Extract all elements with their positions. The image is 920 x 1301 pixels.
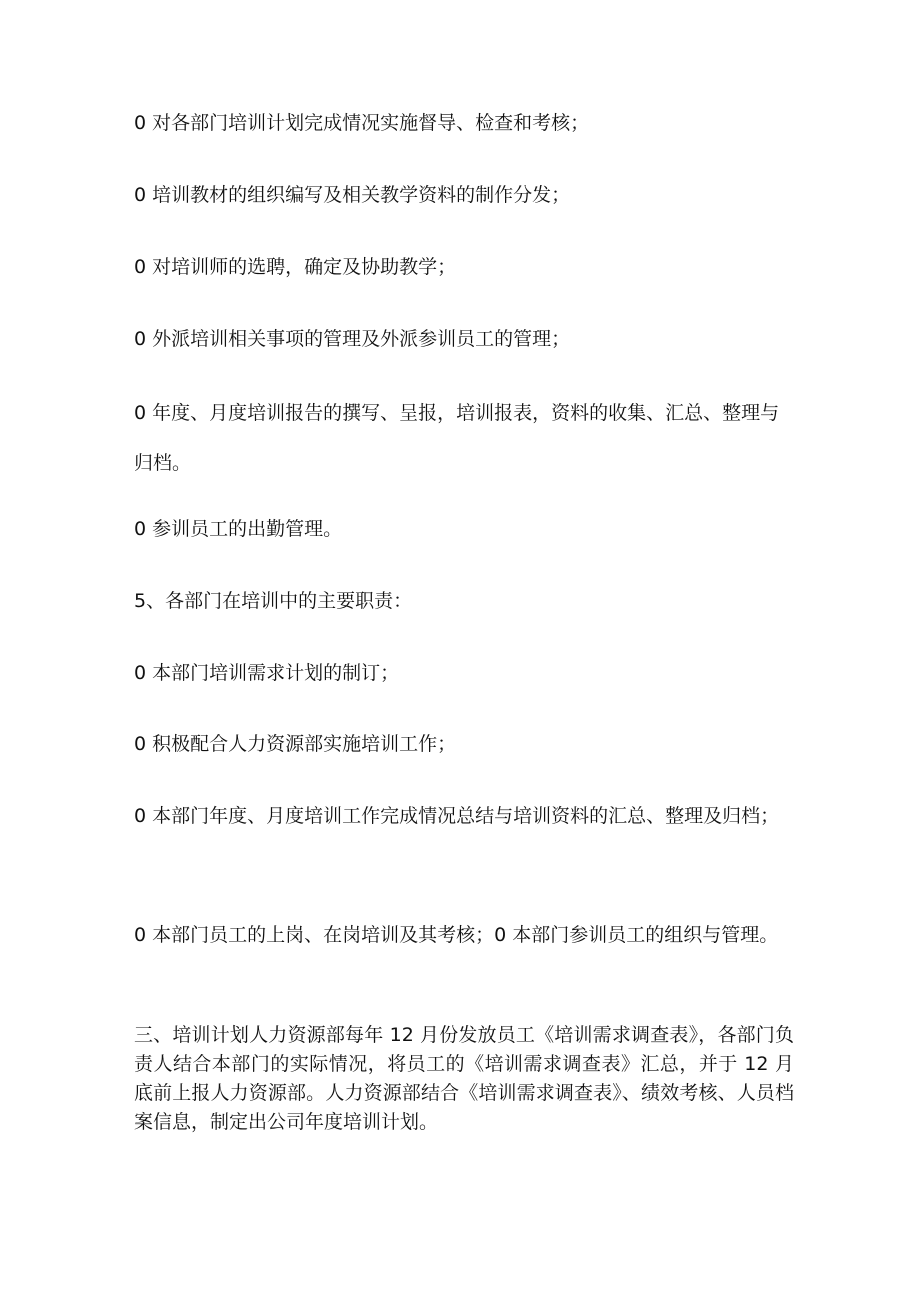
paragraph-2: 0 培训教材的组织编写及相关教学资料的制作分发； bbox=[134, 184, 571, 206]
paragraph-10: 0 本部门员工的上岗、在岗培训及其考核；0 本部门参训员工的组织与管理。 bbox=[134, 924, 779, 946]
paragraph-6: 0 参训员工的出勤管理。 bbox=[134, 518, 343, 540]
section-heading-5: 5、各部门在培训中的主要职责： bbox=[134, 590, 413, 612]
paragraph-1: 0 对各部门培训计划完成情况实施督导、检查和考核； bbox=[134, 112, 590, 134]
paragraph-3: 0 对培训师的选聘，确定及协助教学； bbox=[134, 256, 457, 278]
section-paragraph-3: 三、培训计划人力资源部每年 12 月份发放员工《培训需求调查表》，各部门负责人结合本部门的实际情况，将员工的《培训需求调查表》汇总，并于 12 月底前上报人力资源部。人力资源部结合《培训需求调查表》、绩效考核、人员档案信息，制定出公司年度培训计划。 bbox=[134, 1024, 794, 1133]
paragraph-4: 0 外派培训相关事项的管理及外派参训员工的管理； bbox=[134, 328, 571, 350]
paragraph-7: 0 本部门培训需求计划的制订； bbox=[134, 662, 400, 684]
paragraph-8: 0 积极配合人力资源部实施培训工作； bbox=[134, 733, 457, 755]
paragraph-5: 0 年度、月度培训报告的撰写、呈报，培训报表，资料的收集、汇总、整理与归档。 bbox=[134, 402, 780, 474]
paragraph-9: 0 本部门年度、月度培训工作完成情况总结与培训资料的汇总、整理及归档； bbox=[134, 805, 780, 827]
